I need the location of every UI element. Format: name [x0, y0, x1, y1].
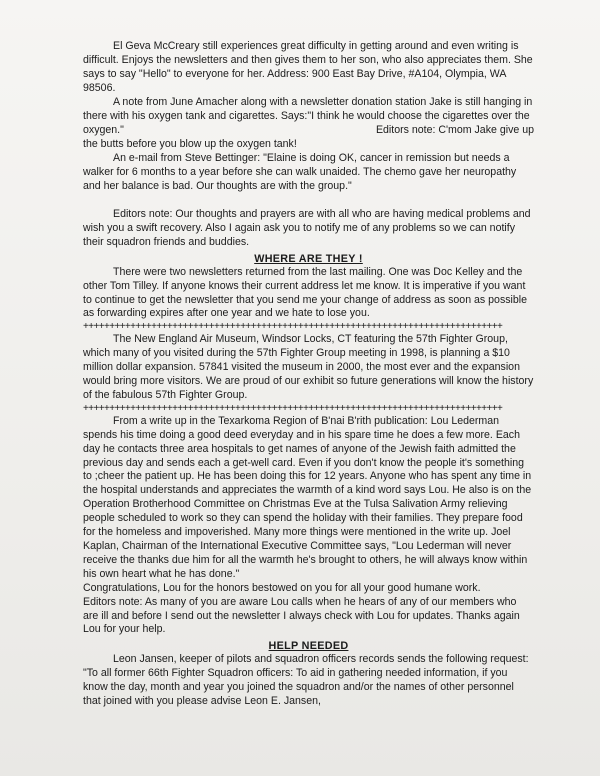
june-block	[83, 96, 534, 138]
steve-paragraph: An e-mail from Steve Bettinger: "Elaine is doing OK, cancer in remission but needs a walker for 6 months to a year before she can walk unaided. The chemo gave her neuropathy and her balance is bad. Our thoughts are with the group."	[83, 152, 517, 193]
museum-paragraph: The New England Air Museum, Windsor Locks, CT featuring the 57th Fighter Group, which many of you visited during the 57th Fighter Group meeting in 1998, is planning a $10 million dollar expansion. 57841 visited the museum in 2000, the most ever and the expansion would bring more visitors. We are proud of our exhibit so future generations will know the history of the fabulous 57th Fighter Group.	[83, 333, 534, 401]
where-are-they-heading: WHERE ARE THEY !	[254, 252, 363, 265]
lou-paragraph: From a write up in the Texarkoma Region of B'nai B'rith publication: Lou Lederman spends his time doing a good deed everyday and in his spare time he does a few more. Each day he contacts three area hospitals to get names of anyone of the Jewish faith admitted the previous day and sends each a get-well card. Even if you don't know the people it's something to ;cheer the patient up. He has been doing this for 12 years. Anyone who has spent any time in the hospital understands and appreciates the warmth of a kind word says Lou. He also is on the Operation Brotherhood Committee on Christmas Eve at the Tulsa Salivation Army relieving people scheduled to work so they can spend the holiday with their families. They prepare food for the homeless and impoverished. Many more things were mentioned in the write up. Joel Kaplan, Chairman of the International Executive Committee says, "Lou Lederman will never receive the thanks due him for all the warmth he's brought to others, he will always know within his own heart what he has done."	[83, 414, 532, 580]
june-paragraph	[83, 96, 534, 138]
congrats-paragraph: Congratulations, Lou for the honors bestowed on you for all your good humane work.	[83, 581, 481, 594]
editors-note-paragraph: Editors note: Our thoughts and prayers are with all who are having medical problems and wish you a swift recovery. Also I again ask you to notify me of any problems so we can notify their squadron friends and buddies.	[83, 207, 531, 248]
lou-editor-note: Editors note: As many of you are aware Lou calls when he hears of any of our members who are ill and before I send out the newsletter I always check with Lou for updates. Thanks again Lou for your help.	[83, 595, 520, 636]
geva-paragraph: El Geva McCreary still experiences great difficulty in getting around and even writing is difficult. Enjoys the newsletters and then gives them to her son, who also appreciates them. She says to say "Hello" to everyone for her. Address: 900 East Bay Drive, #A104, Olympia, WA 98506.	[83, 40, 533, 94]
help-request-paragraph: "To all former 66th Fighter Squadron officers: To aid in gathering needed information, if you know the day, month and year you joined the squadron and/or the names of other personnel that joined with you please advise Leon E. Jansen,	[83, 667, 514, 708]
help-intro-paragraph: Leon Jansen, keeper of pilots and squadron officers records sends the following request:	[113, 653, 529, 666]
where-paragraph: There were two newsletters returned from the last mailing. One was Doc Kelley and the other Tom Tilley. If anyone knows their current address let me know. It is imperative if you want to continue to get the newsletter that you send me your change of address as soon as possible as forwarding expires after one year and we hate to lose you.	[83, 265, 528, 320]
june-editor-note: Editors note: C'mom Jake give up	[375, 123, 534, 136]
june-continuation: the butts before you blow up the oxygen tank!	[83, 137, 297, 150]
help-needed-heading: HELP NEEDED	[268, 640, 349, 653]
june-text: A note from June Amacher along with a newsletter donation station Jake is still hanging in there with his oxygen tank and cigarettes. Says:"I think he would choose the cigarettes over the oxygen."	[83, 96, 533, 136]
divider-line: ++++++++++++++++++++++++++++++++++++++++++++++++++++++++++++++++++++++++++++++++	[83, 402, 503, 414]
divider-line: ++++++++++++++++++++++++++++++++++++++++++++++++++++++++++++++++++++++++++++++++	[83, 321, 503, 333]
